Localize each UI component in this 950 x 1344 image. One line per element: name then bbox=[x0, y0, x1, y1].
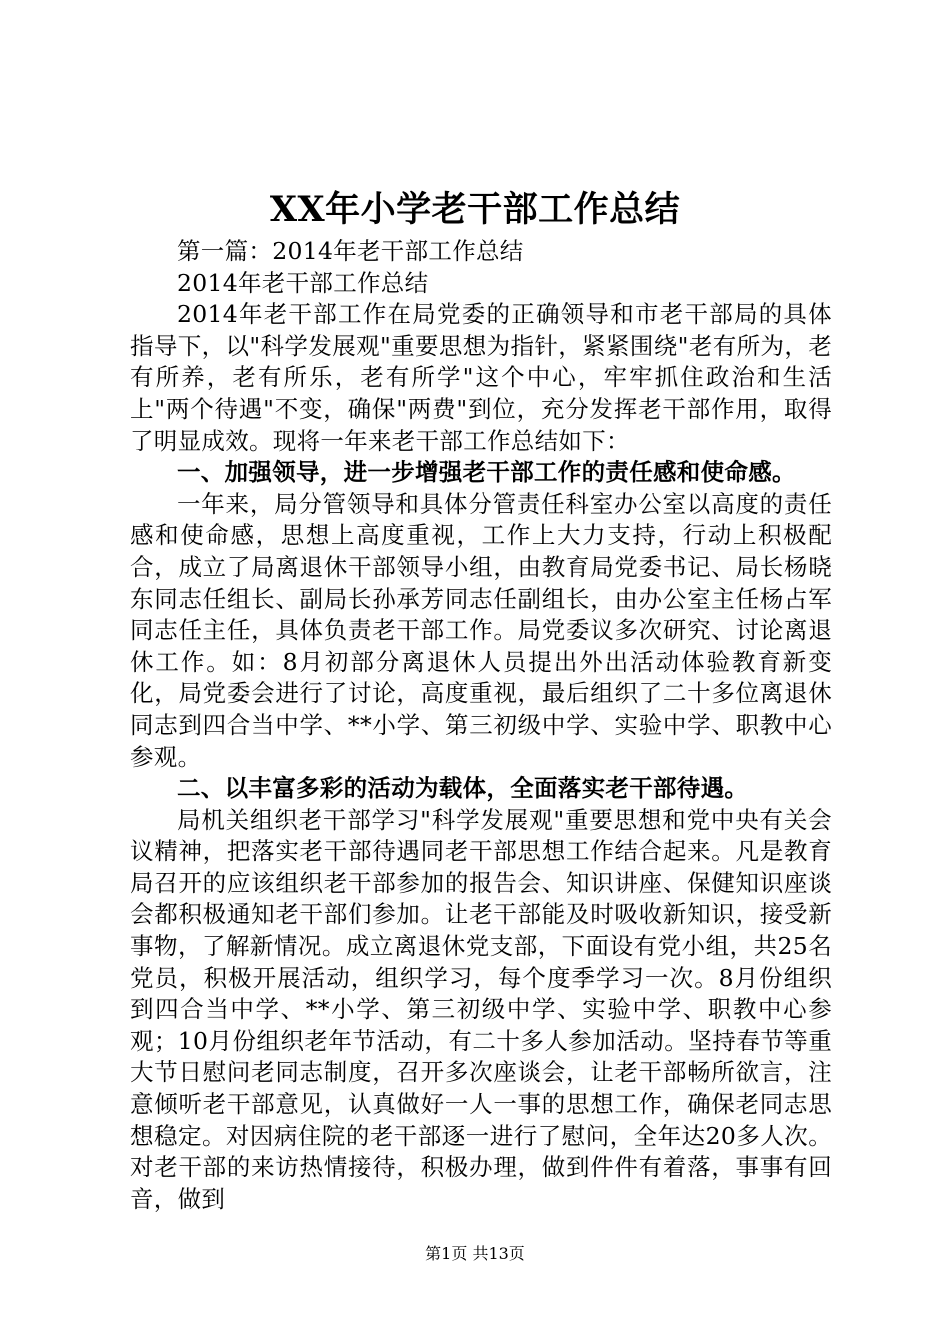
document-subtitle: 2014年老干部工作总结 bbox=[177, 268, 429, 297]
section-1-heading: 一、加强领导，进一步增强老干部工作的责任感和使命感。 bbox=[177, 458, 796, 487]
part-label: 第一篇：2014年老干部工作总结 bbox=[177, 237, 524, 265]
document-title: XX年小学老干部工作总结 bbox=[269, 189, 681, 230]
section-2-heading: 二、以丰富多彩的活动为载体，全面落实老干部待遇。 bbox=[177, 774, 749, 803]
page-footer: 第1页 共13页 bbox=[425, 1244, 525, 1263]
document-body bbox=[130, 236, 832, 1215]
intro-paragraph: 2014年老干部工作在局党委的正确领导和市老干部局的具体指导下，以"科学发展观"重要思想为指针，紧紧围绕"老有所为，老有所养，老有所乐，老有所学"这个中心，牢牢抓住政治和生活上"两个待遇"不变，确保"两费"到位，充分发挥老干部作用，取得了明显成效。现将一年来老干部工作总结如下： bbox=[130, 300, 832, 455]
section-1-paragraph: 一年来，局分管领导和具体分管责任科室办公室以高度的责任感和使命感，思想上高度重视，工作上大力支持，行动上积极配合，成立了局离退休干部领导小组，由教育局党委书记、局长杨晓东同志任组长、副局长孙承芳同志任副组长，由办公室主任杨占军同志任主任，具体负责老干部工作。局党委议多次研究、讨论离退休工作。如：8月初部分离退休人员提出外出活动体验教育新变化，局党委会进行了讨论，高度重视，最后组织了二十多位离退休同志到四合当中学、**小学、第三初级中学、实验中学、职教中心参观。 bbox=[130, 489, 832, 771]
section-2-paragraph: 局机关组织老干部学习"科学发展观"重要思想和党中央有关会议精神，把落实老干部待遇同老干部思想工作结合起来。凡是教育局召开的应该组织老干部参加的报告会、知识讲座、保健知识座谈会都积极通知老干部们参加。让老干部能及时吸收新知识，接受新事物，了解新情况。成立离退休党支部，下面设有党小组，共25名党员，积极开展活动，组织学习，每个度季学习一次。8月份组织到四合当中学、**小学、第三初级中学、实验中学、职教中心参观；10月份组织老年节活动，有二十多人参加活动。坚持春节等重大节日慰问老同志制度，召开多次座谈会，让老干部畅所欲言，注意倾听老干部意见，认真做好一人一事的思想工作，确保老同志思想稳定。对因病住院的老干部逐一进行了慰问，全年达20多人次。对老干部的来访热情接待，积极办理，做到件件有着落，事事有回音，做到 bbox=[130, 805, 832, 1213]
